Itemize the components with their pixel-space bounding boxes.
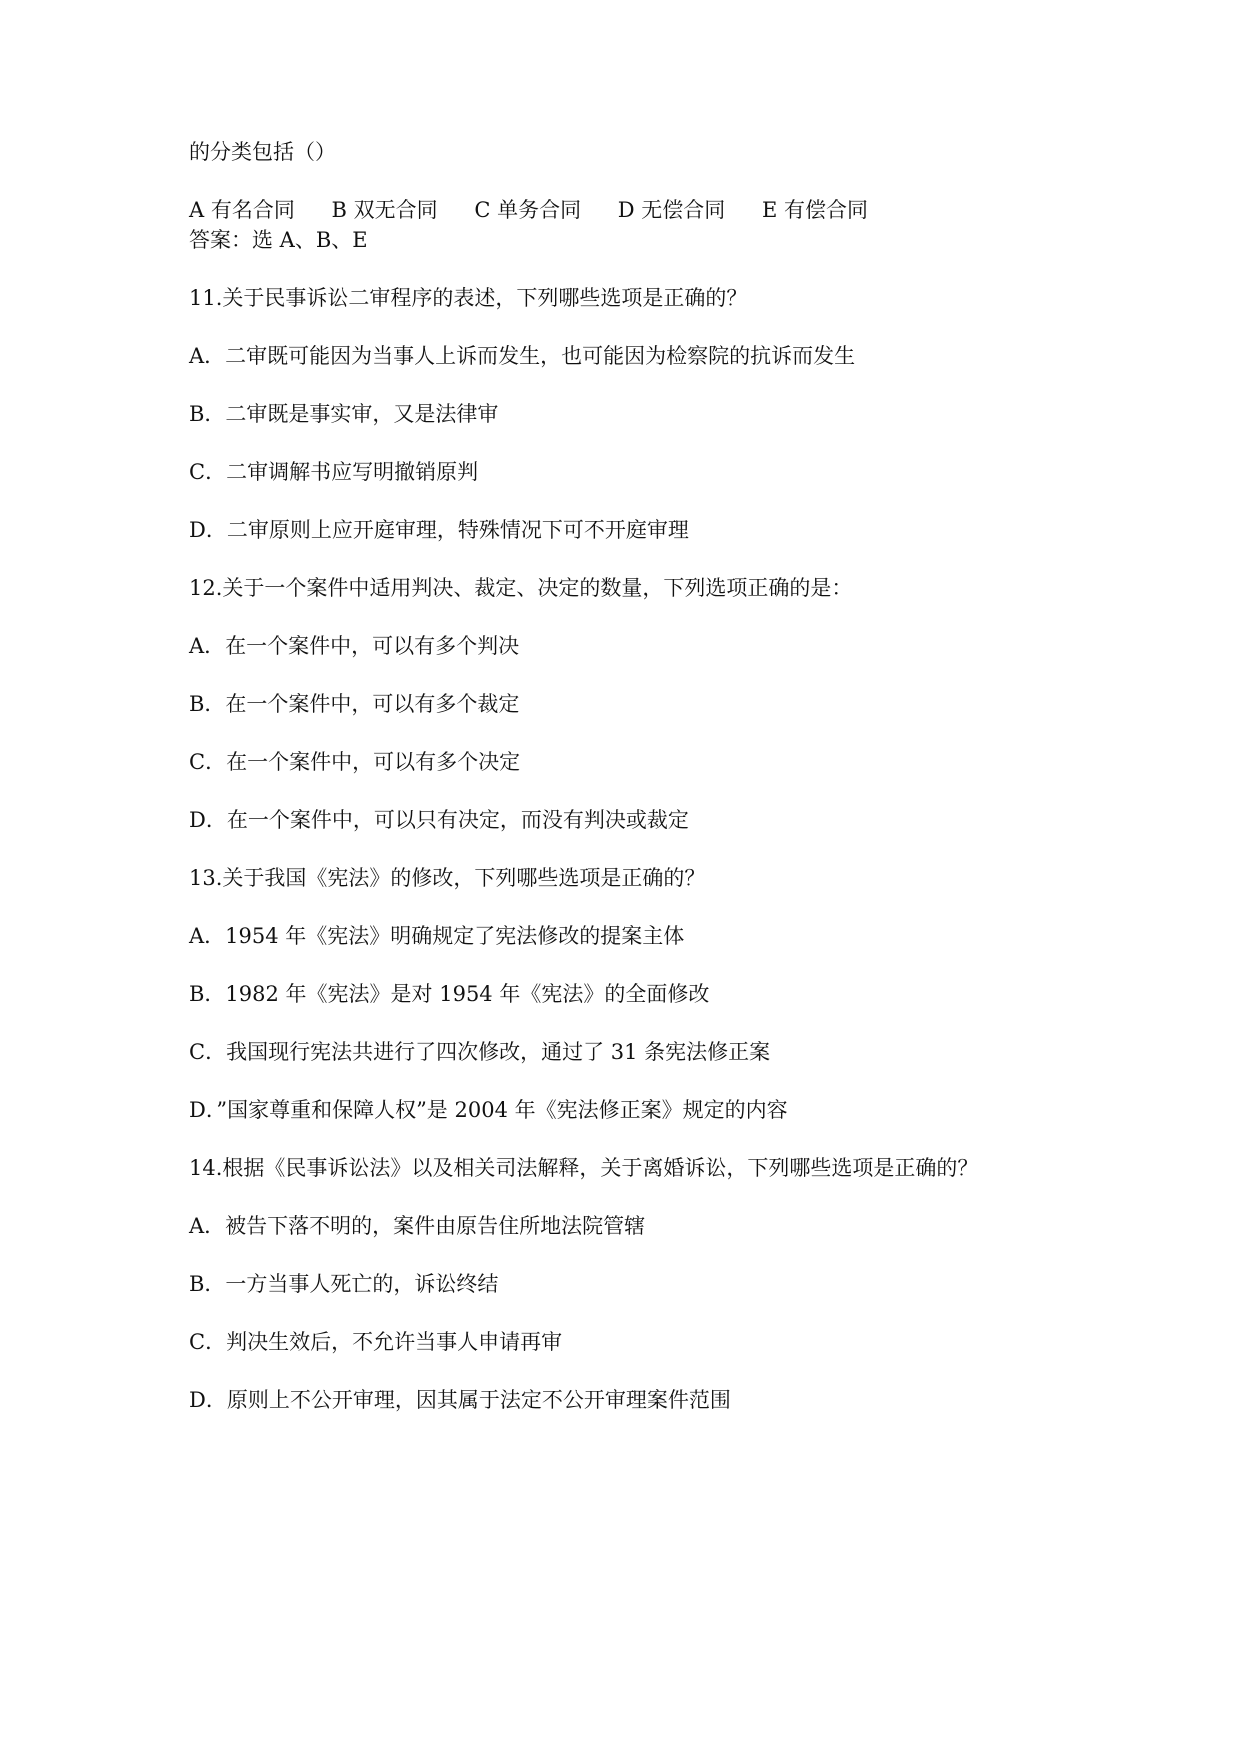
- question-12-option-c: C．在一个案件中，可以有多个决定: [189, 750, 521, 774]
- intro-text: 的分类包括（）: [189, 140, 336, 164]
- inline-option-d: D 无偿合同: [617, 198, 726, 222]
- inline-options: [189, 197, 898, 223]
- question-11-option-d: D．二审原则上应开庭审理，特殊情况下可不开庭审理: [189, 518, 689, 542]
- intro-answer: 答案：选 A、B、E: [189, 228, 368, 252]
- inline-option-b: B 双无合同: [331, 198, 438, 222]
- question-13-option-d: D．”国家尊重和保障人权”是 2004 年《宪法修正案》规定的内容: [189, 1098, 788, 1122]
- question-11-option-c: C．二审调解书应写明撤销原判: [189, 460, 479, 484]
- question-11-option-a: A．二审既可能因为当事人上诉而发生，也可能因为检察院的抗诉而发生: [189, 344, 856, 368]
- question-14-option-b: B．一方当事人死亡的，诉讼终结: [189, 1272, 499, 1296]
- question-11-stem: 11.关于民事诉讼二审程序的表述，下列哪些选项是正确的？: [189, 286, 748, 310]
- question-12-option-d: D．在一个案件中，可以只有决定，而没有判决或裁定: [189, 808, 689, 832]
- question-14-option-d: D．原则上不公开审理，因其属于法定不公开审理案件范围: [189, 1388, 731, 1412]
- question-13-option-b: B．1982 年《宪法》是对 1954 年《宪法》的全面修改: [189, 982, 710, 1006]
- question-11-option-b: B．二审既是事实审，又是法律审: [189, 402, 499, 426]
- question-13-stem: 13.关于我国《宪法》的修改，下列哪些选项是正确的？: [189, 866, 706, 890]
- question-13-option-a: A．1954 年《宪法》明确规定了宪法修改的提案主体: [189, 924, 685, 948]
- inline-option-a: A 有名合同: [189, 198, 295, 222]
- question-14-option-c: C．判决生效后，不允许当事人申请再审: [189, 1330, 563, 1354]
- inline-option-e: E 有偿合同: [761, 198, 868, 222]
- question-13-option-c: C．我国现行宪法共进行了四次修改，通过了 31 条宪法修正案: [189, 1040, 771, 1064]
- question-14-option-a: A．被告下落不明的，案件由原告住所地法院管辖: [189, 1214, 646, 1238]
- question-12-option-a: A．在一个案件中，可以有多个判决: [189, 634, 520, 658]
- question-14-stem: 14.根据《民事诉讼法》以及相关司法解释，关于离婚诉讼，下列哪些选项是正确的？: [189, 1156, 979, 1180]
- question-12-option-b: B．在一个案件中，可以有多个裁定: [189, 692, 520, 716]
- inline-option-c: C 单务合同: [474, 198, 582, 222]
- question-12-stem: 12.关于一个案件中适用判决、裁定、决定的数量，下列选项正确的是：: [189, 576, 853, 600]
